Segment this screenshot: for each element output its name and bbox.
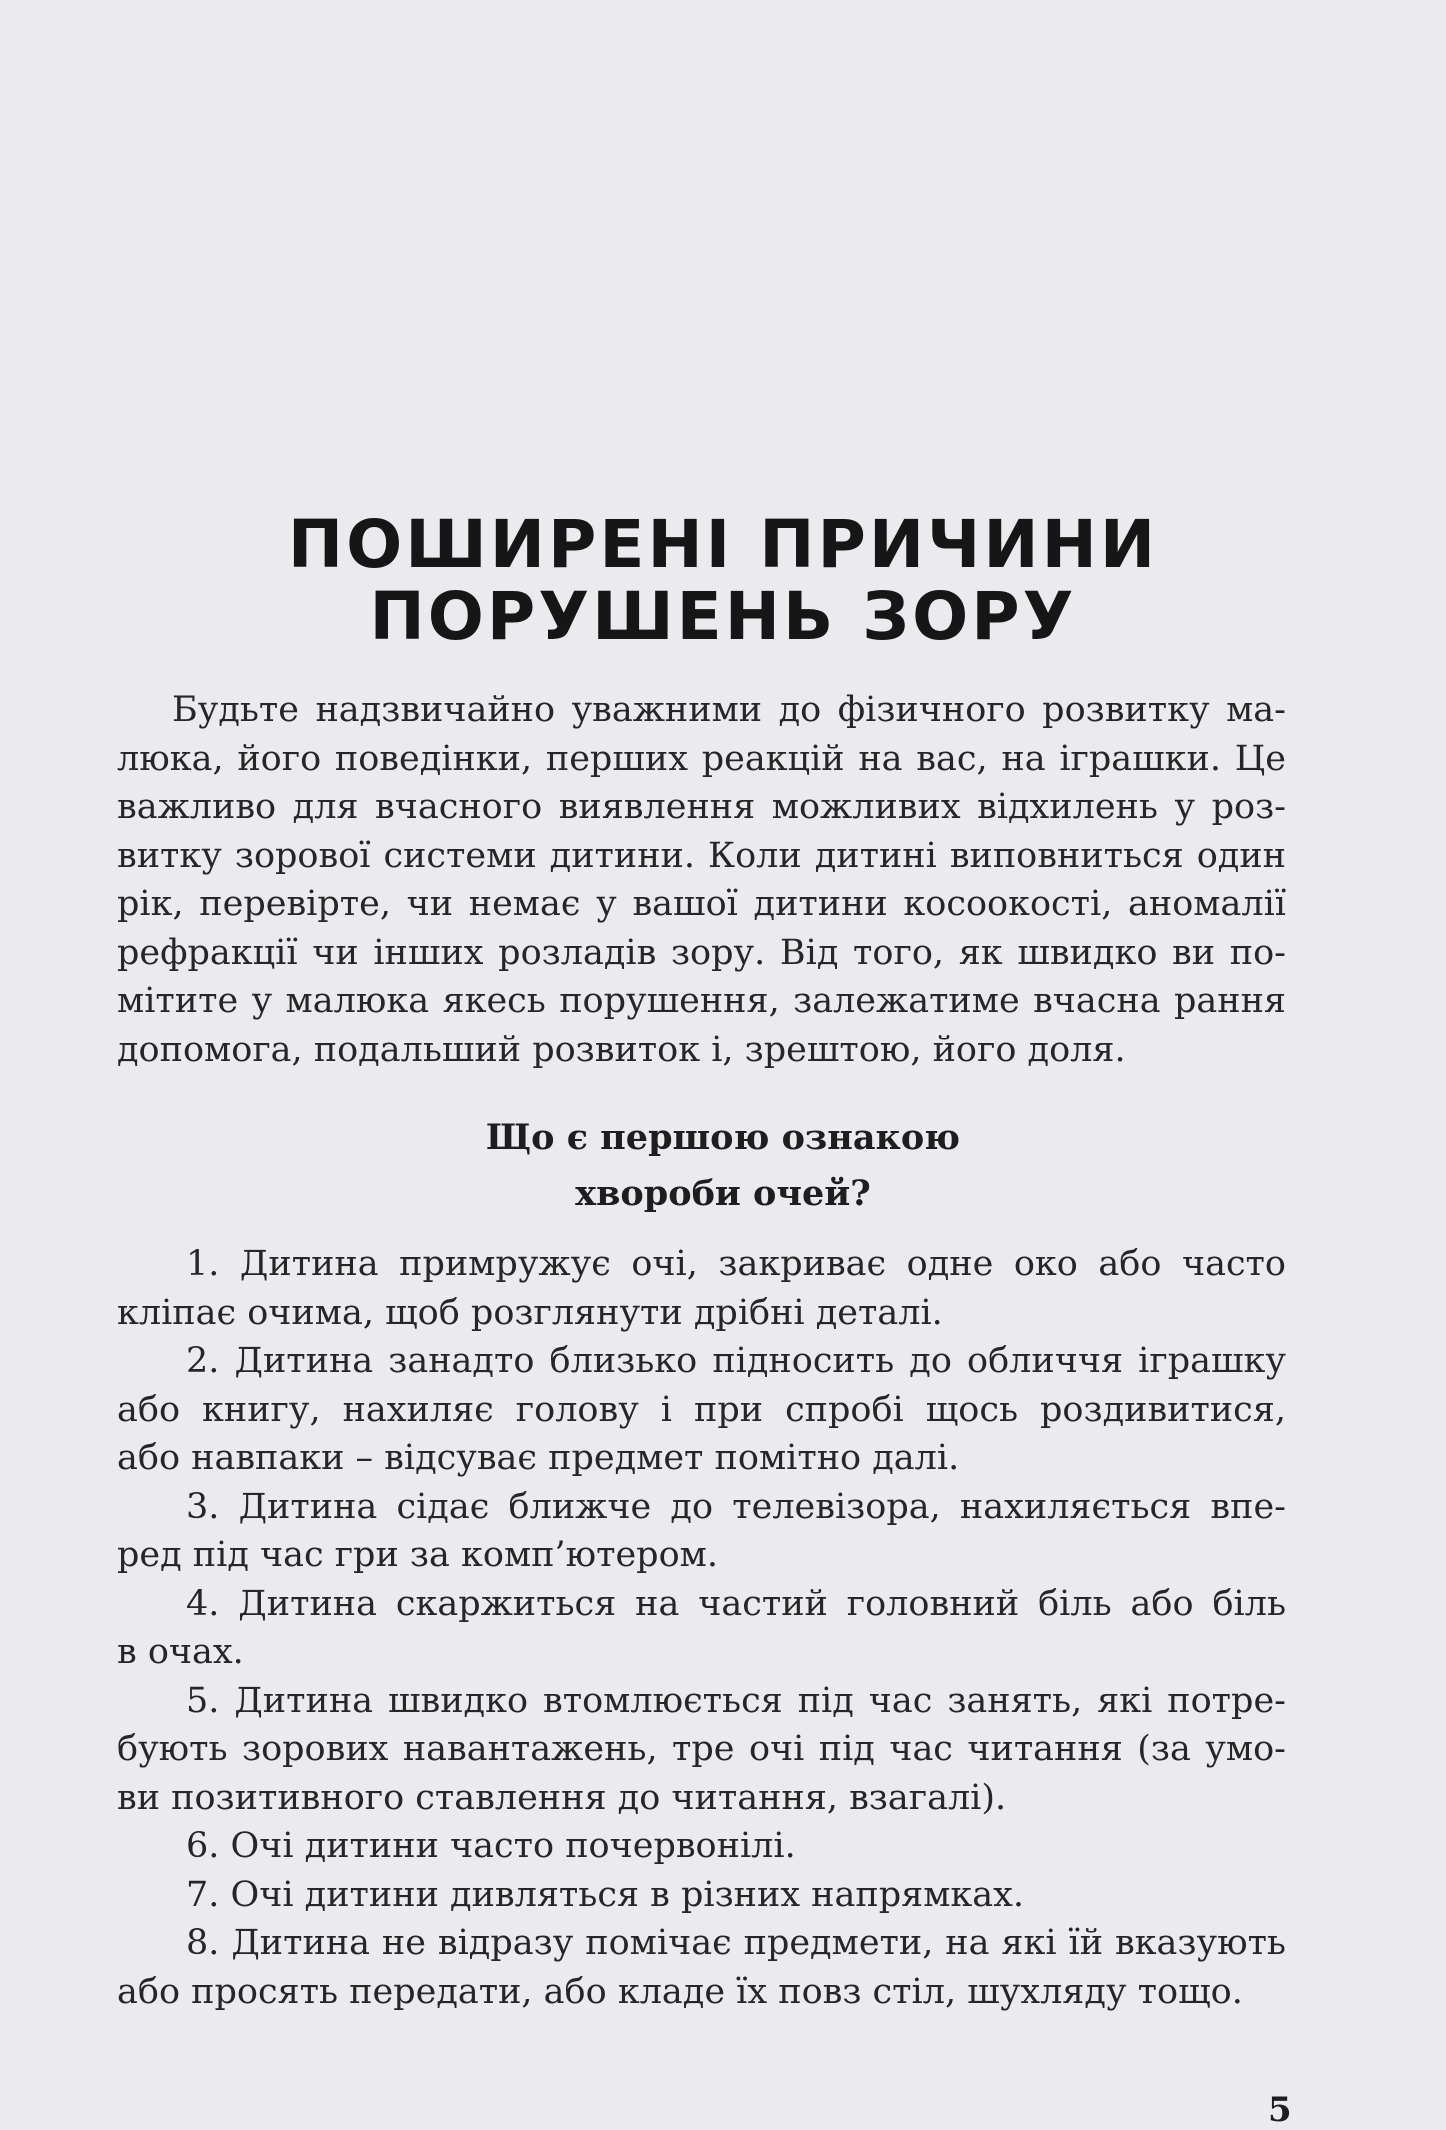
list-line: 3. Дитина сідає ближче до телевізора, нахиляється впе- [186,1487,1286,1527]
list-line: або книгу, нахиляє голову і при спробі щось роздивитися, [117,1390,1286,1430]
list-line: 4. Дитина скаржиться на частий головний біль або біль [186,1584,1286,1624]
list-line: кліпає очима, щоб розглянути дрібні деталі. [117,1293,943,1333]
list-line: бують зорових навантажень, тре очі під час читання (за умо- [117,1729,1286,1769]
intro-line: рік, перевірте, чи немає у вашої дитини косоокості, аномалії [117,884,1286,924]
list-line: ви позитивного ставлення до читання, взагалі). [117,1778,1007,1818]
intro-line: рефракції чи інших розладів зору. Від того, як швидко ви по- [117,933,1286,973]
list-line: ред під час гри за комп’ютером. [117,1535,718,1575]
intro-line: допомога, подальший розвиток і, зрештою, його доля. [117,1030,1126,1070]
section-subheading-line-1: Що є першою ознакою [485,1117,961,1158]
intro-line: витку зорової системи дитини. Коли дитині виповниться один [117,836,1286,876]
list-line: або навпаки – відсуває предмет помітно далі. [117,1438,960,1478]
page-title-line-2: ПОРУШЕНЬ ЗОРУ [369,578,1077,655]
list-line: 8. Дитина не відразу помічає предмети, на які їй вказують [186,1923,1286,1963]
list-line: 2. Дитина занадто близько підносить до обличчя іграшку [186,1341,1286,1381]
intro-line: важливо для вчасного виявлення можливих відхилень у роз- [117,787,1286,827]
section-subheading-line-2: хвороби очей? [575,1173,871,1214]
list-line: 6. Очі дитини часто почервонілі. [186,1826,796,1866]
list-line: 7. Очі дитини дивляться в різних напрямках. [186,1875,1025,1915]
list-line: в очах. [117,1632,244,1672]
list-line: 5. Дитина швидко втомлюється під час занять, які потре- [186,1681,1286,1721]
list-line: або просять передати, або кладе їх повз стіл, шухляду тощо. [117,1972,1243,2012]
list-line: 1. Дитина примружує очі, закриває одне око або часто [186,1244,1286,1284]
intro-line: люка, його поведінки, перших реакцій на вас, на іграшки. Це [117,739,1286,779]
page-title-line-1: ПОШИРЕНІ ПРИЧИНИ [287,506,1159,583]
intro-line: мітите у малюка якесь порушення, залежатиме вчасна рання [117,981,1286,1021]
intro-line: Будьте надзвичайно уважними до фізичного розвитку ма- [172,690,1286,730]
page-number: 5 [1268,2090,1292,2130]
